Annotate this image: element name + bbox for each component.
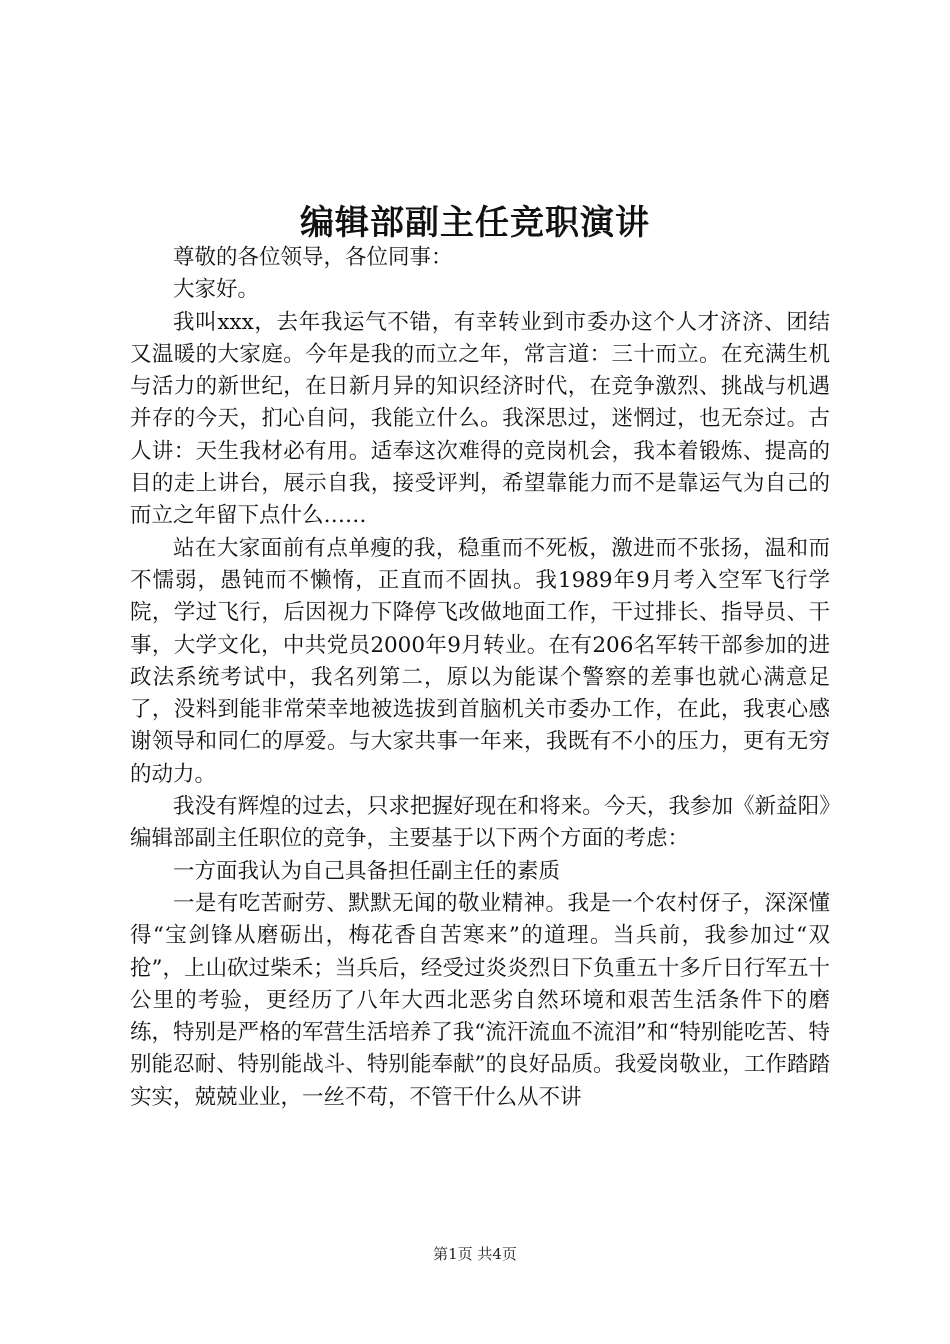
document-body	[130, 242, 830, 1114]
paragraph-dedication: 一是有吃苦耐劳、默默无闻的敬业精神。我是一个农村伢子，深深懂得“宝剑锋从磨砺出，梅花香自苦寒来”的道理。当兵前，我参加过“双抢”，上山砍过柴禾；当兵后，经受过炎炎烈日下负重五十多斤日行军五十公里的考验，更经历了八年大西北恶劣自然环境和艰苦生活条件下的磨练，特别是严格的军营生活培养了我“流汗流血不流泪”和“特别能吃苦、特别能忍耐、特别能战斗、特别能奉献”的良好品质。我爱岗敬业，工作踏踏实实，兢兢业业，一丝不苟，不管干什么从不讲	[130, 890, 830, 1110]
salutation: 尊敬的各位领导，各位同事：	[173, 245, 453, 270]
paragraph-background: 站在大家面前有点单瘦的我，稳重而不死板，激进而不张扬，温和而不懦弱，愚钝而不懒惰，正直而不固执。我1989年9月考入空军飞行学院，学过飞行，后因视力下降停飞改做地面工作，干过排长、指导员、干事，大学文化，中共党员2000年9月转业。在有206名军转干部参加的进政法系统考试中，我名列第二，原以为能谋个警察的差事也就心满意足了，没料到能非常荣幸地被选拔到首脑机关市委办工作，在此，我衷心感谢领导和同仁的厚爱。与大家共事一年来，我既有不小的压力，更有无穷的动力。	[130, 535, 830, 787]
greeting: 大家好。	[173, 277, 260, 303]
section-heading: 一方面我认为自己具备担任副主任的素质	[173, 858, 561, 884]
document-title: 编辑部副主任竞职演讲	[300, 202, 650, 243]
page-footer: 第1页 共4页	[433, 1245, 517, 1263]
paragraph-introduction: 我叫xxx，去年我运气不错，有幸转业到市委办这个人才济济、团结又温暖的大家庭。今年是我的而立之年，常言道：三十而立。在充满生机与活力的新世纪，在日新月异的知识经济时代，在竞争激烈、挑战与机遇并存的今天，扪心自问，我能立什么。我深思过，迷惘过，也无奈过。古人讲：天生我材必有用。适奉这次难得的竞岗机会，我本着锻炼、提高的目的走上讲台，展示自我，接受评判，希望靠能力而不是靠运气为自己的而立之年留下点什么……	[130, 309, 830, 529]
paragraph-motivation: 我没有辉煌的过去，只求把握好现在和将来。今天，我参加《新益阳》编辑部副主任职位的竞争，主要基于以下两个方面的考虑：	[130, 794, 830, 852]
